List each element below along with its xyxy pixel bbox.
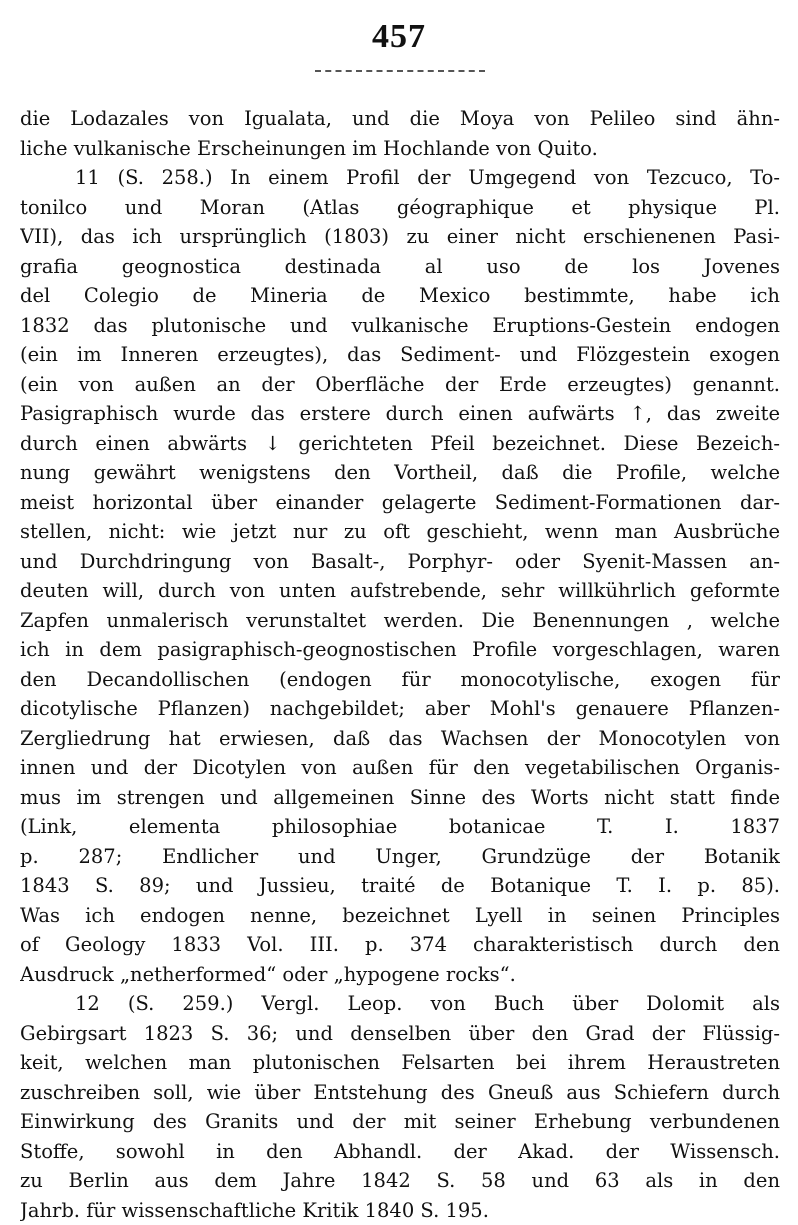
text-line: Ausdruck „netherformed“ oder „hypogene rocks“. (20, 960, 780, 990)
text-line: zuschreiben soll, wie über Entstehung des Gneuß aus Schiefern durch (20, 1078, 780, 1108)
text-line: die Lodazales von Igualata, und die Moya von Pelileo sind ähn- (20, 104, 780, 134)
text-line: zu Berlin aus dem Jahre 1842 S. 58 und 63 als in den (20, 1166, 780, 1196)
text-line: durch einen abwärts ↓ gerichteten Pfeil bezeichnet. Diese Bezeich- (20, 429, 780, 459)
page-number: 457 (0, 18, 798, 56)
text-line: Stoffe, sowohl in den Abhandl. der Akad. der Wissensch. (20, 1137, 780, 1167)
text-line: und Durchdringung von Basalt-, Porphyr- oder Syenit-Massen an- (20, 547, 780, 577)
text-line: Einwirkung des Granits und der mit seiner Erhebung verbundenen (20, 1107, 780, 1137)
text-line: VII), das ich ursprünglich (1803) zu einer nicht erschienenen Pasi- (20, 222, 780, 252)
text-line: (Link, elementa philosophiae botanicae T. I. 1837 (20, 812, 780, 842)
text-line: den Decandollischen (endogen für monocotylische, exogen für (20, 665, 780, 695)
text-line: meist horizontal über einander gelagerte Sediment-Formationen dar- (20, 488, 780, 518)
text-line: 1843 S. 89; und Jussieu, traité de Botanique T. I. p. 85). (20, 871, 780, 901)
text-line: (ein von außen an der Oberfläche der Erde erzeugtes) genannt. (20, 370, 780, 400)
text-line: Pasigraphisch wurde das erstere durch einen aufwärts ↑, das zweite (20, 399, 780, 429)
text-line: ich in dem pasigraphisch-geognostischen Profile vorgeschlagen, waren (20, 635, 780, 665)
text-line: Jahrb. für wissenschaftliche Kritik 1840 S. 195. (20, 1196, 780, 1225)
text-line: stellen, nicht: wie jetzt nur zu oft geschieht, wenn man Ausbrüche (20, 517, 780, 547)
text-line: Zapfen unmalerisch verunstaltet werden. Die Benennungen , welche (20, 606, 780, 636)
text-line: keit, welchen man plutonischen Felsarten bei ihrem Heraustreten (20, 1048, 780, 1078)
body-text (20, 104, 780, 1225)
header-rule (315, 70, 485, 72)
text-line: dicotylische Pflanzen) nachgebildet; aber Mohl's genauere Pflanzen- (20, 694, 780, 724)
text-line: Was ich endogen nenne, bezeichnet Lyell in seinen Principles (20, 901, 780, 931)
text-line: liche vulkanische Erscheinungen im Hochlande von Quito. (20, 134, 780, 164)
text-line: 11 (S. 258.) In einem Profil der Umgegend von Tezcuco, To- (20, 163, 780, 193)
text-line: (ein im Inneren erzeugtes), das Sediment- und Flözgestein exogen (20, 340, 780, 370)
text-line: of Geology 1833 Vol. III. p. 374 charakteristisch durch den (20, 930, 780, 960)
text-line: Gebirgsart 1823 S. 36; und denselben über den Grad der Flüssig- (20, 1019, 780, 1049)
text-line: nung gewährt wenigstens den Vortheil, daß die Profile, welche (20, 458, 780, 488)
text-line: p. 287; Endlicher und Unger, Grundzüge der Botanik (20, 842, 780, 872)
text-line: 12 (S. 259.) Vergl. Leop. von Buch über Dolomit als (20, 989, 780, 1019)
text-line: innen und der Dicotylen von außen für den vegetabilischen Organis- (20, 753, 780, 783)
text-line: del Colegio de Mineria de Mexico bestimmte, habe ich (20, 281, 780, 311)
text-line: mus im strengen und allgemeinen Sinne des Worts nicht statt finde (20, 783, 780, 813)
text-line: tonilco und Moran (Atlas géographique et physique Pl. (20, 193, 780, 223)
text-line: Zergliedrung hat erwiesen, daß das Wachsen der Monocotylen von (20, 724, 780, 754)
text-line: 1832 das plutonische und vulkanische Eruptions-Gestein endogen (20, 311, 780, 341)
text-line: grafia geognostica destinada al uso de los Jovenes (20, 252, 780, 282)
text-line: deuten will, durch von unten aufstrebende, sehr willkührlich geformte (20, 576, 780, 606)
